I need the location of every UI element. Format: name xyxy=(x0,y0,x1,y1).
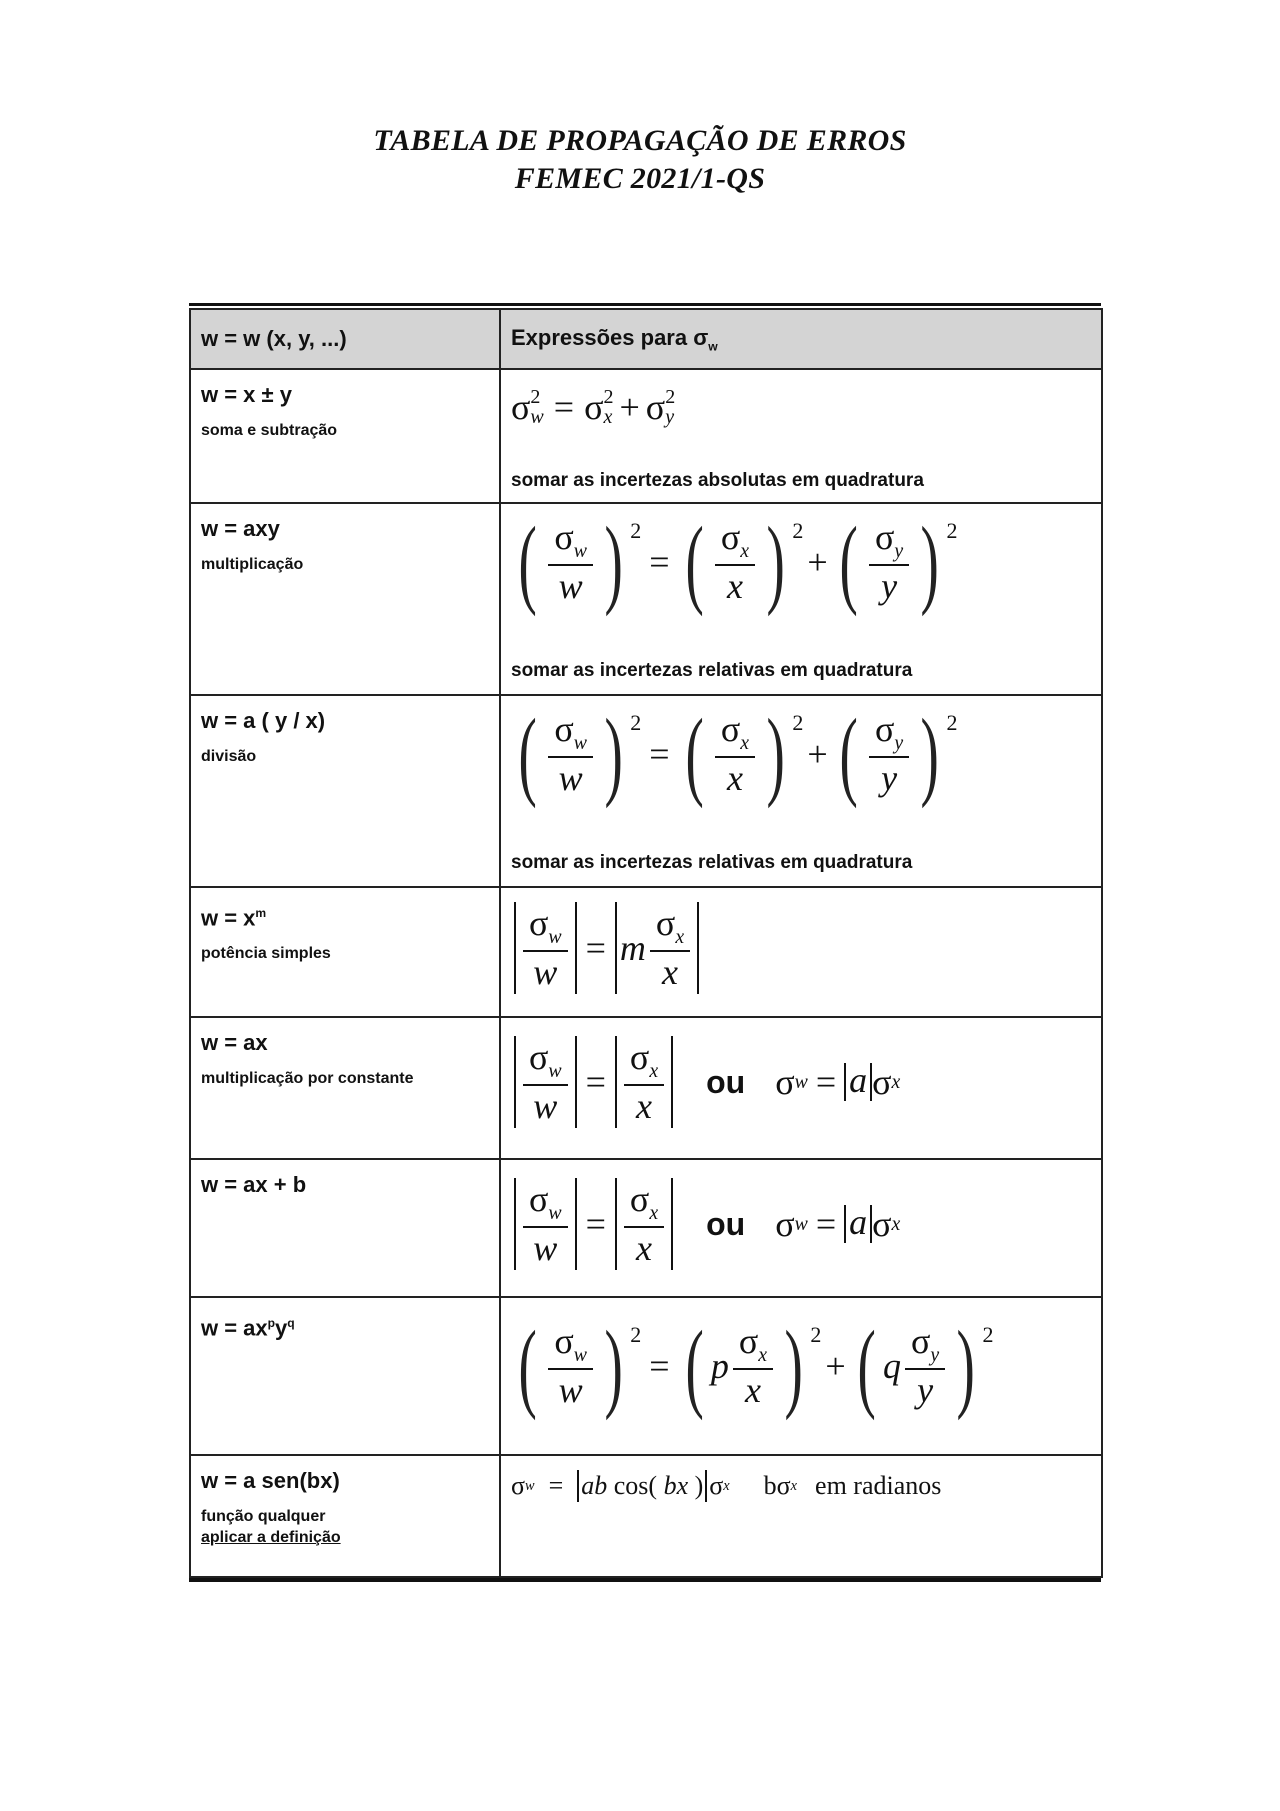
row-label: $w = ax^py^q$ xyxy=(190,1297,500,1455)
row-expression xyxy=(500,887,1102,1017)
document-title xyxy=(0,122,1280,198)
table-row xyxy=(190,369,1102,503)
table-row xyxy=(190,887,1102,1017)
equation: $\frac{\sigma_w}{w}$ = m $\frac{\sigma_x}{x}$ xyxy=(511,902,1101,994)
row-label: w = x ± y soma e subtração xyxy=(190,369,500,503)
row-expression xyxy=(500,695,1102,887)
equation: σ w = ab cos( bx ) σ x b σ x em radianos xyxy=(511,1471,942,1500)
row-label: $w = x^m$ potência simples xyxy=(190,887,500,1017)
header-expressions: Expressões para $\sigma_w$ xyxy=(500,309,1102,369)
equation: ( $\frac{\sigma_w}{w}$ ) 2 = ( $\frac{\sigma_x}{x}$ ) 2 + ( $\frac{\sigma_y}{y}$ ) 2 xyxy=(518,506,958,617)
row-note: somar as incertezas relativas em quadratura xyxy=(511,852,913,873)
row-expression xyxy=(500,1159,1102,1297)
equation: ( $\frac{\sigma_w}{w}$ ) 2 = ( p $\frac{\sigma_x}{x}$ ) 2 + ( q $\frac{\sigma_y}{y}$ ) 2 xyxy=(518,1310,994,1421)
table-row xyxy=(190,695,1102,887)
title-line-2: FEMEC 2021/1-QS xyxy=(514,162,766,195)
row-expression xyxy=(500,503,1102,695)
equation: σ 2 w = σ 2 x + σ 2 y xyxy=(511,386,676,428)
row-label: w = a ( y / x) divisão xyxy=(190,695,500,887)
row-expression xyxy=(500,369,1102,503)
row-expression xyxy=(500,1297,1102,1455)
row-label: w = axy multiplicação xyxy=(190,503,500,695)
equation: $\frac{\sigma_w}{w}$ = $\frac{\sigma_x}{x}$ ou σ w = a σ x xyxy=(511,1036,1101,1128)
equation: $\frac{\sigma_w}{w}$ = $\frac{\sigma_x}{x}$ ou σ w = a σ x xyxy=(511,1178,1101,1270)
error-propagation-table xyxy=(189,303,1101,1582)
row-note: somar as incertezas absolutas em quadratura xyxy=(511,470,924,491)
equation: ( $\frac{\sigma_w}{w}$ ) 2 = ( $\frac{\sigma_x}{x}$ ) 2 + ( $\frac{\sigma_y}{y}$ ) 2 xyxy=(518,698,958,809)
table-row xyxy=(190,1159,1102,1297)
row-label: w = ax + b xyxy=(190,1159,500,1297)
table-row xyxy=(190,1017,1102,1159)
table-row xyxy=(190,1455,1102,1577)
table-row xyxy=(190,503,1102,695)
header-function: w = w (x, y, ...) xyxy=(190,309,500,369)
row-note: somar as incertezas relativas em quadratura xyxy=(511,660,913,681)
table-row xyxy=(190,1297,1102,1455)
row-expression xyxy=(500,1017,1102,1159)
row-label: w = ax multiplicação por constante xyxy=(190,1017,500,1159)
title-line-1: TABELA DE PROPAGAÇÃO DE ERROS xyxy=(373,124,907,157)
row-label: w = a sen(bx) função qualquer aplicar a definição xyxy=(190,1455,500,1577)
row-expression xyxy=(500,1455,1102,1577)
table-header-row xyxy=(190,309,1102,369)
